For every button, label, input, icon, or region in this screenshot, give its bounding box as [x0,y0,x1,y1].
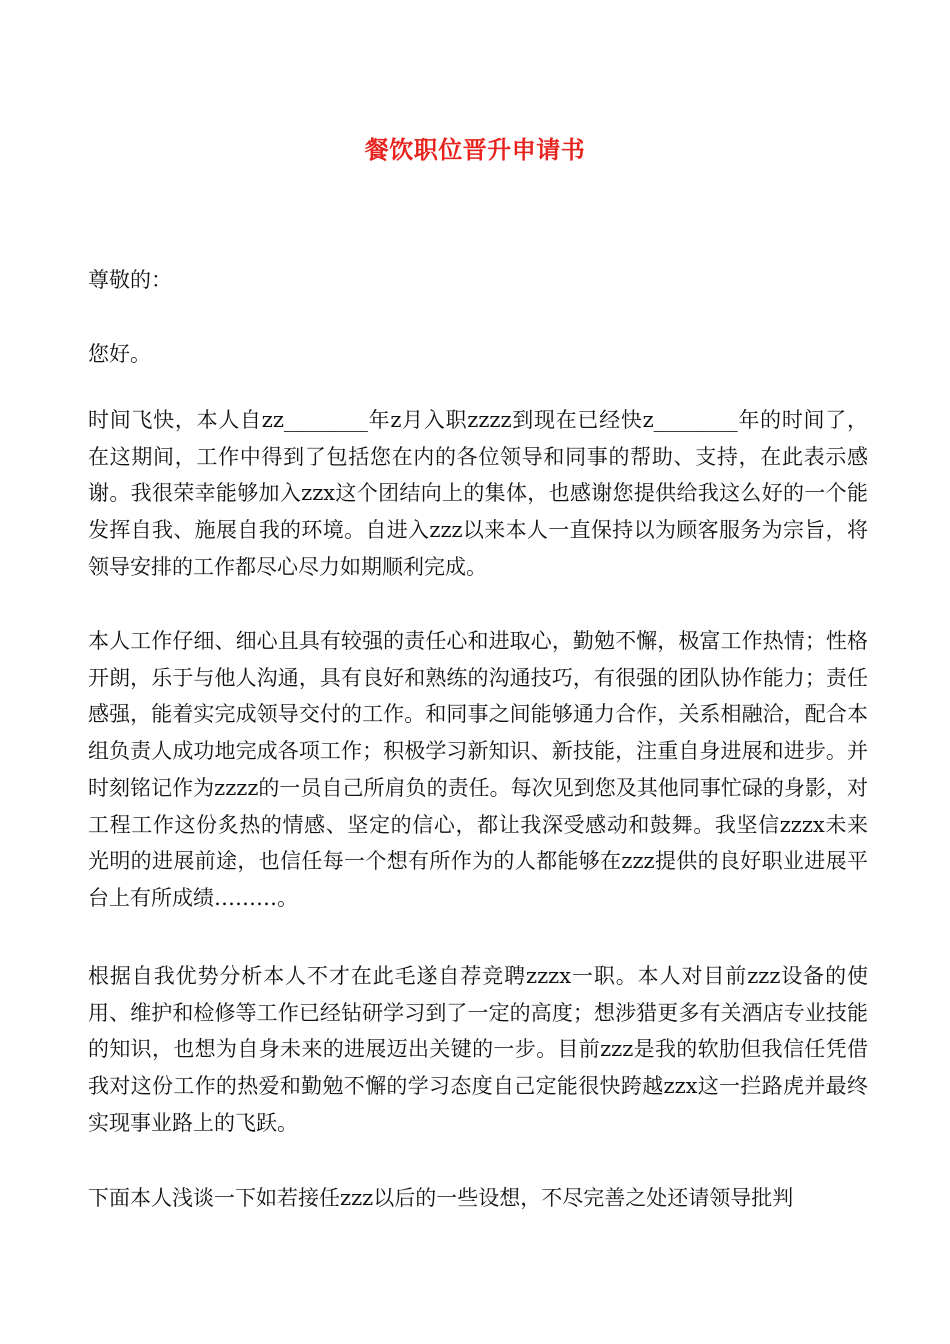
salutation: 尊敬的： [88,268,172,292]
body-paragraph: 下面本人浅谈一下如若接任zzz以后的一些设想，不尽完善之处还请领导批判 [88,1186,794,1210]
body-paragraph: 时间飞快，本人自zz________年z月入职zzzz到现在已经快z________年的时间了，在这期间，工作中得到了包括您在内的各位领导和同事的帮助、支持，在此表示感谢。我很荣幸能够加入zzx这个团结向上的集体，也感谢您提供给我这么好的一个能发挥自我、施展自我的环境。自进入zzz以来本人一直保持以为顾客服务为宗旨，将领导安排的工作都尽心尽力如期顺利完成。 [88,408,868,579]
body-paragraph: 本人工作仔细、细心且具有较强的责任心和进取心，勤勉不懈，极富工作热情；性格开朗，乐于与他人沟通，具有良好和熟练的沟通技巧，有很强的团队协作能力；责任感强，能着实完成领导交付的工作。和同事之间能够通力合作，关系相融洽，配合本组负责人成功地完成各项工作；积极学习新知识、新技能，注重自身进展和进步。并时刻铭记作为zzzz的一员自己所肩负的责任。每次见到您及其他同事忙碌的身影，对工程工作这份炙热的情感、坚定的信心，都让我深受感动和鼓舞。我坚信zzzx未来光明的进展前途，也信任每一个想有所作为的人都能够在zzz提供的良好职业进展平台上有所成绩………。 [88,629,868,910]
greeting: 您好。 [88,342,151,366]
document-title: 餐饮职位晋升申请书 [364,136,586,164]
body-paragraph: 根据自我优势分析本人不才在此毛遂自荐竞聘zzzx一职。本人对目前zzz设备的使用、维护和检修等工作已经钻研学习到了一定的高度；想涉猎更多有关酒店专业技能的知识，也想为自身未来的进展迈出关键的一步。目前zzz是我的软肋但我信任凭借我对这份工作的热爱和勤勉不懈的学习态度自己定能很快跨越zzx这一拦路虎并最终实现事业路上的飞跃。 [88,964,868,1135]
